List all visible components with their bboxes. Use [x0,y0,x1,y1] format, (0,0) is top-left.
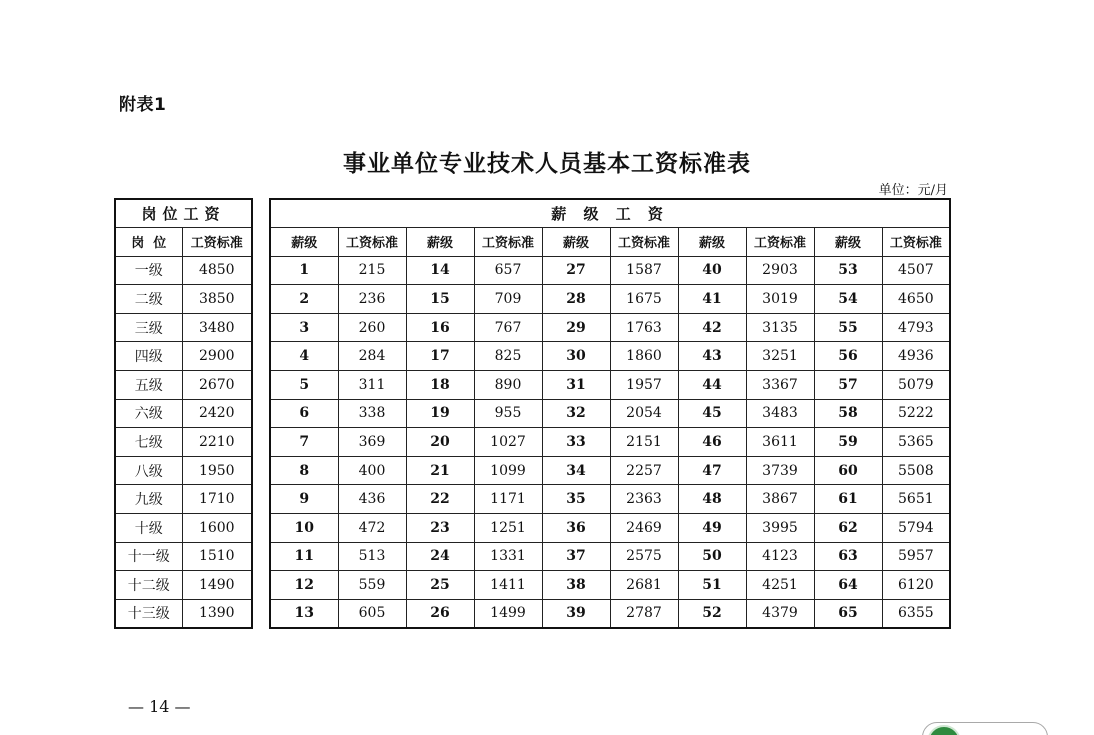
grade-number-cell: 15 [406,285,474,314]
grade-standard-cell: 657 [474,256,542,285]
grade-standard-cell: 955 [474,399,542,428]
post-standard-cell: 1710 [182,485,252,514]
grade-standard-cell: 436 [338,485,406,514]
grade-standard-cell: 5957 [882,542,950,571]
grade-standard-cell: 1331 [474,542,542,571]
grade-standard-cell: 1499 [474,599,542,628]
grade-standard-cell: 236 [338,285,406,314]
grade-standard-cell: 1099 [474,456,542,485]
grade-number-cell: 54 [814,285,882,314]
grade-standard-cell: 1763 [610,313,678,342]
grade-number-cell: 64 [814,571,882,600]
grade-number-cell: 37 [542,542,610,571]
grade-number-cell: 25 [406,571,474,600]
grade-standard-cell: 4650 [882,285,950,314]
grade-standard-cell: 1411 [474,571,542,600]
grade-number-cell: 45 [678,399,746,428]
grade-salary-table [269,198,951,629]
grade-standard-cell: 6355 [882,599,950,628]
table-row [270,371,950,400]
grade-number-cell: 34 [542,456,610,485]
grade-number-cell: 20 [406,428,474,457]
grade-standard-cell: 3739 [746,456,814,485]
grade-column-header: 薪级 [270,228,338,257]
grade-number-cell: 42 [678,313,746,342]
grade-standard-cell: 4507 [882,256,950,285]
post-level-cell: 五级 [115,371,182,400]
grade-standard-cell: 5079 [882,371,950,400]
attachment-label: 附表1 [119,95,167,115]
post-column-header: 岗 位 [115,228,182,257]
grade-number-cell: 3 [270,313,338,342]
grade-standard-cell: 3611 [746,428,814,457]
grade-standard-cell: 1171 [474,485,542,514]
grade-number-cell: 1 [270,256,338,285]
grade-number-cell: 61 [814,485,882,514]
grade-number-cell: 43 [678,342,746,371]
table-row [270,399,950,428]
grade-standard-cell: 284 [338,342,406,371]
grade-standard-cell: 1675 [610,285,678,314]
grade-number-cell: 53 [814,256,882,285]
table-row [270,285,950,314]
post-standard-cell: 1950 [182,456,252,485]
grade-number-cell: 14 [406,256,474,285]
grade-number-cell: 4 [270,342,338,371]
grade-number-cell: 18 [406,371,474,400]
grade-standard-cell: 767 [474,313,542,342]
grade-standard-cell: 4379 [746,599,814,628]
post-standard-cell: 3480 [182,313,252,342]
post-standard-cell: 2900 [182,342,252,371]
grade-column-header: 薪级 [814,228,882,257]
grade-standard-cell: 5794 [882,514,950,543]
grade-standard-cell: 1251 [474,514,542,543]
standard-column-header: 工资标准 [746,228,814,257]
grade-number-cell: 26 [406,599,474,628]
grade-standard-cell: 2151 [610,428,678,457]
table-row [115,514,252,543]
grade-number-cell: 48 [678,485,746,514]
grade-standard-cell: 311 [338,371,406,400]
grade-number-cell: 59 [814,428,882,457]
grade-number-cell: 50 [678,542,746,571]
post-standard-cell: 2670 [182,371,252,400]
table-row [115,313,252,342]
grade-number-cell: 5 [270,371,338,400]
unit-note: 单位：元/月 [878,183,948,198]
grade-column-header: 薪级 [406,228,474,257]
table-row [270,542,950,571]
grade-column-header: 薪级 [678,228,746,257]
grade-number-cell: 32 [542,399,610,428]
post-level-cell: 三级 [115,313,182,342]
table-row [115,428,252,457]
page-title: 事业单位专业技术人员基本工资标准表 [343,151,751,177]
grade-standard-cell: 260 [338,313,406,342]
grade-number-cell: 11 [270,542,338,571]
table-row [115,371,252,400]
grade-number-cell: 24 [406,542,474,571]
grade-standard-cell: 1860 [610,342,678,371]
table-row [115,399,252,428]
table-row [115,571,252,600]
table-row [270,599,950,628]
table-row [115,256,252,285]
grade-standard-cell: 400 [338,456,406,485]
post-level-cell: 十级 [115,514,182,543]
post-level-cell: 一级 [115,256,182,285]
table-row [115,485,252,514]
grade-standard-cell: 3019 [746,285,814,314]
grade-number-cell: 65 [814,599,882,628]
standard-column-header: 工资标准 [882,228,950,257]
grade-standard-cell: 5365 [882,428,950,457]
table-row [115,285,252,314]
grade-standard-cell: 3867 [746,485,814,514]
grade-number-cell: 7 [270,428,338,457]
grade-number-cell: 9 [270,485,338,514]
table-row [115,599,252,628]
grade-number-cell: 47 [678,456,746,485]
grade-standard-cell: 2054 [610,399,678,428]
grade-number-cell: 16 [406,313,474,342]
grade-number-cell: 41 [678,285,746,314]
grade-number-cell: 27 [542,256,610,285]
grade-number-cell: 28 [542,285,610,314]
grade-number-cell: 49 [678,514,746,543]
grade-number-cell: 58 [814,399,882,428]
grade-standard-cell: 4251 [746,571,814,600]
grade-number-cell: 29 [542,313,610,342]
grade-number-cell: 19 [406,399,474,428]
post-salary-group-header: 岗位工资 [115,199,252,228]
table-row [270,342,950,371]
post-salary-table [114,198,253,629]
post-level-cell: 六级 [115,399,182,428]
grade-number-cell: 30 [542,342,610,371]
post-standard-cell: 2420 [182,399,252,428]
grade-standard-cell: 825 [474,342,542,371]
grade-number-cell: 57 [814,371,882,400]
grade-standard-cell: 3251 [746,342,814,371]
grade-number-cell: 62 [814,514,882,543]
standard-column-header: 工资标准 [474,228,542,257]
grade-standard-cell: 5222 [882,399,950,428]
grade-number-cell: 13 [270,599,338,628]
grade-number-cell: 12 [270,571,338,600]
table-row [270,514,950,543]
grade-number-cell: 23 [406,514,474,543]
post-standard-cell: 3850 [182,285,252,314]
post-level-cell: 十三级 [115,599,182,628]
grade-number-cell: 36 [542,514,610,543]
grade-number-cell: 38 [542,571,610,600]
grade-number-cell: 6 [270,399,338,428]
page-number: — 14 — [128,697,191,716]
emblem-icon [927,725,961,735]
grade-standard-cell: 3367 [746,371,814,400]
grade-number-cell: 46 [678,428,746,457]
post-standard-cell: 1390 [182,599,252,628]
post-level-cell: 十一级 [115,542,182,571]
grade-standard-cell: 605 [338,599,406,628]
grade-number-cell: 17 [406,342,474,371]
grade-number-cell: 39 [542,599,610,628]
grade-standard-cell: 2363 [610,485,678,514]
grade-column-header: 薪级 [542,228,610,257]
grade-number-cell: 33 [542,428,610,457]
grade-number-cell: 40 [678,256,746,285]
grade-number-cell: 35 [542,485,610,514]
grade-number-cell: 55 [814,313,882,342]
table-row [270,571,950,600]
post-standard-cell: 2210 [182,428,252,457]
standard-column-header: 工资标准 [610,228,678,257]
post-standard-cell: 4850 [182,256,252,285]
grade-standard-cell: 2903 [746,256,814,285]
grade-standard-cell: 1587 [610,256,678,285]
grade-number-cell: 2 [270,285,338,314]
post-level-cell: 十二级 [115,571,182,600]
table-row [115,456,252,485]
grade-number-cell: 21 [406,456,474,485]
grade-number-cell: 52 [678,599,746,628]
grade-standard-cell: 2787 [610,599,678,628]
table-row [270,313,950,342]
grade-standard-cell: 709 [474,285,542,314]
grade-number-cell: 51 [678,571,746,600]
grade-number-cell: 8 [270,456,338,485]
grade-number-cell: 31 [542,371,610,400]
post-level-cell: 八级 [115,456,182,485]
grade-standard-cell: 6120 [882,571,950,600]
post-level-cell: 九级 [115,485,182,514]
grade-standard-cell: 2469 [610,514,678,543]
grade-standard-cell: 3995 [746,514,814,543]
grade-number-cell: 60 [814,456,882,485]
grade-number-cell: 56 [814,342,882,371]
grade-standard-cell: 2681 [610,571,678,600]
grade-number-cell: 63 [814,542,882,571]
grade-standard-cell: 513 [338,542,406,571]
grade-standard-cell: 472 [338,514,406,543]
grade-standard-cell: 5508 [882,456,950,485]
grade-standard-cell: 890 [474,371,542,400]
post-standard-cell: 1510 [182,542,252,571]
grade-standard-cell: 4793 [882,313,950,342]
grade-number-cell: 44 [678,371,746,400]
post-standard-cell: 1600 [182,514,252,543]
standard-column-header: 工资标准 [182,228,252,257]
grade-standard-cell: 559 [338,571,406,600]
post-level-cell: 四级 [115,342,182,371]
grade-standard-cell: 215 [338,256,406,285]
grade-standard-cell: 338 [338,399,406,428]
table-row [270,485,950,514]
grade-standard-cell: 369 [338,428,406,457]
grade-standard-cell: 5651 [882,485,950,514]
grade-standard-cell: 4936 [882,342,950,371]
table-row [270,256,950,285]
grade-standard-cell: 3135 [746,313,814,342]
post-standard-cell: 1490 [182,571,252,600]
grade-standard-cell: 2575 [610,542,678,571]
grade-number-cell: 10 [270,514,338,543]
grade-salary-group-header: 薪 级 工 资 [270,199,950,228]
standard-column-header: 工资标准 [338,228,406,257]
grade-standard-cell: 1027 [474,428,542,457]
post-level-cell: 二级 [115,285,182,314]
grade-standard-cell: 3483 [746,399,814,428]
table-row [115,342,252,371]
grade-standard-cell: 4123 [746,542,814,571]
grade-number-cell: 22 [406,485,474,514]
grade-standard-cell: 2257 [610,456,678,485]
table-row [270,456,950,485]
table-row [270,428,950,457]
grade-standard-cell: 1957 [610,371,678,400]
table-row [115,542,252,571]
logo-badge [922,722,1048,735]
post-level-cell: 七级 [115,428,182,457]
